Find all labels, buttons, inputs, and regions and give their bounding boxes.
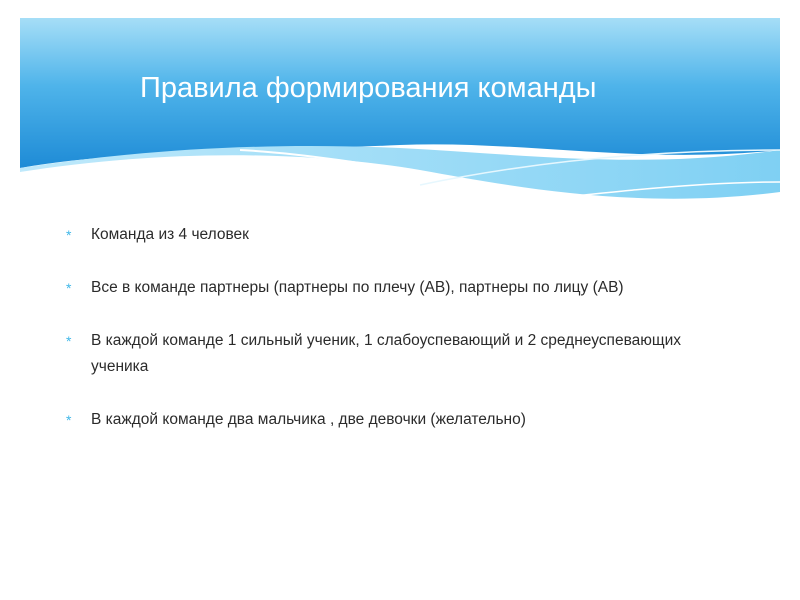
bullet-item <box>66 407 716 433</box>
asterisk-bullet-icon: * <box>66 280 72 296</box>
bullet-list <box>66 222 716 460</box>
bullet-text: Все в команде партнеры (партнеры по плечу (АВ), партнеры по лицу (АВ) <box>91 279 624 296</box>
asterisk-bullet-icon: * <box>66 333 72 349</box>
bullet-item <box>66 328 716 380</box>
bullet-text: Команда из 4 человек <box>91 226 249 243</box>
asterisk-bullet-icon: * <box>66 412 72 428</box>
bullet-text: В каждой команде 1 сильный ученик, 1 слабоуспевающий и 2 среднеуспевающих ученика <box>91 332 682 375</box>
slide-title: Правила формирования команды <box>140 72 597 104</box>
header-wave-background <box>0 0 800 230</box>
asterisk-bullet-icon: * <box>66 227 72 243</box>
bullet-item <box>66 275 716 301</box>
bullet-item <box>66 222 716 248</box>
bullet-text: В каждой команде два мальчика , две девочки (желательно) <box>91 411 526 428</box>
